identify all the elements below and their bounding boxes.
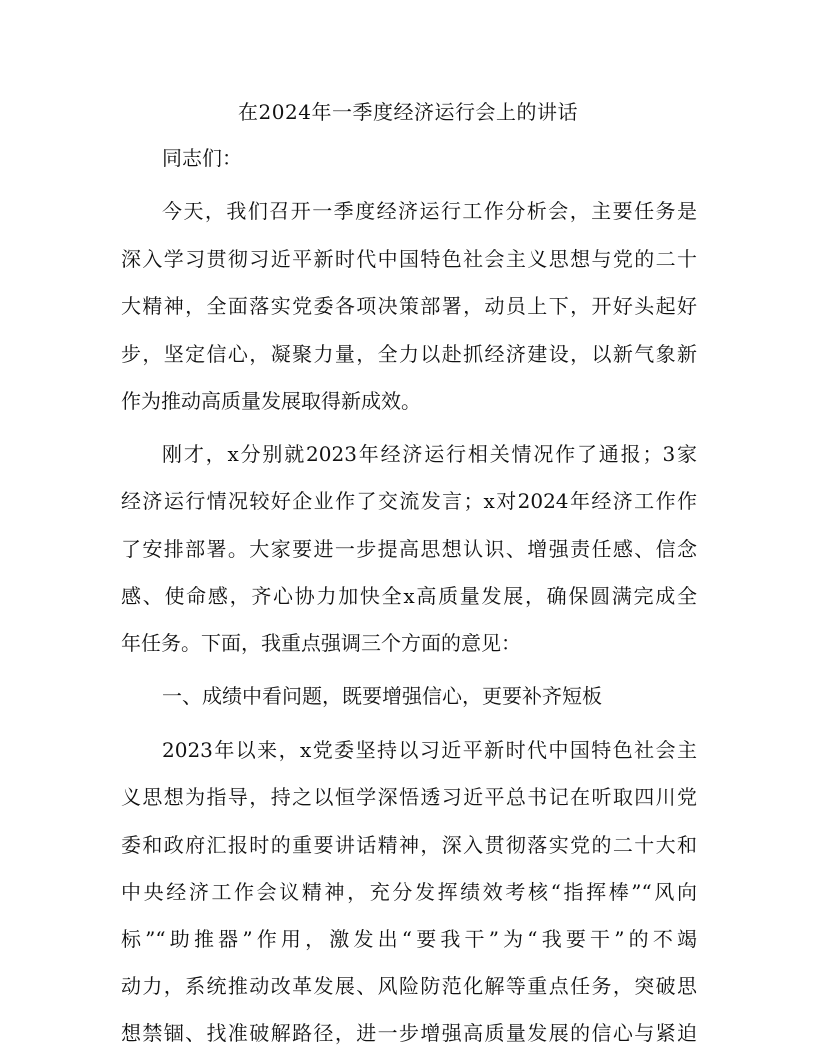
paragraph-line: 步，坚定信心，凝聚力量，全力以赴抓经济建设，以新气象新 [121, 342, 697, 366]
page-title: 在2024年一季度经济运行会上的讲话 [238, 100, 578, 124]
paragraph-line: 今天，我们召开一季度经济运行工作分析会，主要任务是 [162, 199, 697, 223]
paragraph-line: 2023年以来，x党委坚持以习近平新时代中国特色社会主 [162, 738, 697, 762]
paragraph-line: 中央经济工作会议精神，充分发挥绩效考核“指挥棒”“风向 [121, 880, 697, 904]
paragraph-line: 经济运行情况较好企业作了交流发言；x对2024年经济工作作 [121, 489, 697, 513]
paragraph-line: 大精神，全面落实党委各项决策部署，动员上下，开好头起好 [121, 294, 697, 318]
paragraph-line: 刚才，x分别就2023年经济运行相关情况作了通报；3家 [162, 442, 697, 466]
paragraph-line: 义思想为指导，持之以恒学深悟透习近平总书记在听取四川党 [121, 785, 697, 809]
paragraph-line: 感、使命感，齐心协力加快全x高质量发展，确保圆满完成全 [121, 584, 697, 608]
greeting: 同志们： [162, 146, 242, 170]
paragraph-line: 想禁锢、找准破解路径，进一步增强高质量发展的信心与紧迫 [121, 1021, 697, 1045]
paragraph-line: 委和政府汇报时的重要讲话精神，深入贯彻落实党的二十大和 [121, 833, 697, 857]
section-heading-text: 一、成绩中看问题，既要增强信心，更要补齐短板 [162, 684, 602, 708]
paragraph-line: 深入学习贯彻习近平新时代中国特色社会主义思想与党的二十 [121, 247, 697, 271]
paragraph-line: 年任务。下面，我重点强调三个方面的意见： [121, 631, 521, 655]
paragraph-line: 标”“助推器”作用，激发出“要我干”为“我要干”的不竭 [121, 927, 697, 951]
paragraph-line: 作为推动高质量发展取得新成效。 [121, 389, 421, 413]
paragraph-line: 动力，系统推动改革发展、风险防范化解等重点任务，突破思 [121, 974, 697, 998]
paragraph-line: 了安排部署。大家要进一步提高思想认识、增强责任感、信念 [121, 537, 697, 561]
